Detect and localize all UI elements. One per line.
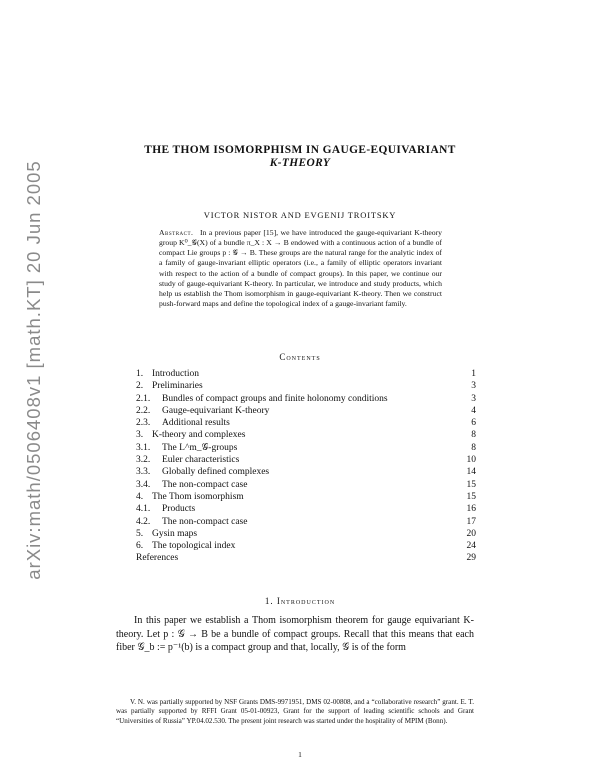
page-number: 1 [298,750,302,759]
toc-entry-number: 4.1. [136,504,151,515]
toc-entry-label [136,467,269,477]
toc-entry-page: 8 [471,442,476,453]
toc-entry-page: 29 [466,553,476,564]
title-line-2: K-THEORY [269,157,331,169]
toc-entry-title: Gysin maps [152,528,198,539]
toc-entry-label [136,529,197,539]
toc-entry-label [136,517,247,527]
toc-entry-page: 10 [466,455,476,466]
toc-entry-label [136,504,195,514]
toc-entry-page: 17 [466,516,476,527]
toc-entry[interactable] [136,516,476,528]
toc-entry-label [136,480,247,490]
toc-entry-title: References [136,553,179,564]
toc-entry-page: 15 [466,479,476,490]
toc-entry-number: 5. [136,528,144,539]
toc-entry[interactable] [136,540,476,552]
introduction-text [116,614,474,655]
toc-entry[interactable] [136,503,476,515]
contents-heading: Contents [279,352,321,362]
toc-entry-label [136,394,388,404]
toc-entry-page: 1 [471,369,476,379]
toc-entry-title: Globally defined complexes [162,467,270,478]
title-line-1: THE THOM ISOMORPHISM IN GAUGE-EQUIVARIANT [144,144,456,156]
toc-entry-title: K-theory and complexes [152,430,246,441]
toc-entry-number: 3.4. [136,479,151,490]
toc-entry-label [136,492,244,502]
abstract-text: In a previous paper [15], we have introduced the gauge-equivariant K-theory group K⁰_𝒢(X) of a bundle π_X : X → B endowed with a continuous action of a bundle of compact Lie groups p : 𝒢 → B. These groups are the natural range for the analytic index of a family of gauge-invariant elliptic operators (i.e., a family of elliptic operators invariant with respect to the action of a bundle of compact groups). In this paper, we continue our study of gauge-equivariant K-theory. In particular, we introduce and study products, which help us establish the Thom isomorphism in gauge-equivariant K-theory. Then we construct push-forward maps and define the topological index of a gauge-invariant family. [159,228,443,309]
toc-entry-label [136,455,239,465]
footnote [116,698,474,726]
toc-entry-label [136,541,235,551]
toc-entry-page: 8 [471,430,476,441]
toc-entry[interactable] [136,417,476,429]
toc-entry-title: Products [162,504,196,515]
toc-entry[interactable] [136,528,476,540]
toc-entry-number: 3.1. [136,442,151,453]
toc-entry-number: 3.2. [136,455,151,466]
authors: VICTOR NISTOR AND EVGENIJ TROITSKY [203,210,397,220]
toc-entry-label [136,369,199,379]
toc-entry-title: The topological index [152,541,236,552]
toc-entry-title: The L^m_𝒢-groups [162,442,238,453]
toc-entry-title: Bundles of compact groups and finite holonomy conditions [162,393,388,404]
toc-entry[interactable] [136,405,476,417]
toc-entry-title: Euler characteristics [162,455,240,466]
toc-entry[interactable] [136,393,476,405]
toc-entry-number: 4.2. [136,516,151,527]
toc-entry[interactable] [136,429,476,441]
toc-entry-number: 1. [136,369,144,379]
toc-entry-label [136,553,178,563]
toc-entry-number: 6. [136,541,144,552]
table-of-contents [136,368,476,565]
toc-entry-page: 16 [466,504,476,515]
toc-entry-page: 4 [471,405,476,416]
toc-entry[interactable] [136,368,476,380]
toc-entry-title: The Thom isomorphism [152,491,244,502]
section-heading: 1. Introduction [264,596,336,606]
toc-entry-page: 3 [471,381,476,392]
footnote-text: V. N. was partially supported by NSF Grants DMS-9971951, DMS 02-00808, and a “collaborative research” grant. E. T. was partially supported by RFFI Grant 05-01-00923, Grant for the support of leading scientific schools and Grant “Universities of Russia” YP.04.02.530. The present joint research was started under the hospitality of MPIM (Bonn). [116,698,474,725]
abstract [159,228,442,309]
toc-entry[interactable] [136,491,476,503]
toc-entry-number: 3. [136,430,144,441]
toc-entry-label [136,430,245,440]
toc-entry[interactable] [136,466,476,478]
intro-paragraph: In this paper we establish a Thom isomorphism theorem for gauge equivariant K-theory. Let p : 𝒢 → B be a bundle of compact groups. Recall that this means that each fiber 𝒢_b := p⁻¹(b) is a compact group and that, locally, 𝒢 is of the form [116,615,474,654]
toc-entry-number: 4. [136,491,144,502]
toc-entry-title: The non-compact case [162,479,248,490]
toc-entry-number: 2.3. [136,418,151,429]
toc-entry-label [136,406,269,416]
toc-entry-number: 3.3. [136,467,151,478]
toc-entry-title: Gauge-equivariant K-theory [162,405,270,416]
toc-entry-page: 24 [466,541,476,552]
toc-entry-title: Additional results [162,418,230,429]
toc-entry-page: 6 [471,418,476,429]
toc-entry-label [136,381,203,391]
toc-entry-title: Introduction [152,369,199,379]
toc-entry-title: Preliminaries [152,381,203,392]
abstract-label: Abstract. [159,228,194,237]
toc-entry[interactable] [136,454,476,466]
toc-entry[interactable] [136,552,476,564]
toc-entry-number: 2. [136,381,144,392]
toc-entry-label [136,418,230,428]
paper-title [100,144,500,170]
toc-entry-label [136,443,237,453]
toc-entry[interactable] [136,442,476,454]
toc-entry-page: 20 [466,528,476,539]
toc-entry-title: The non-compact case [162,516,248,527]
toc-entry-page: 14 [466,467,476,478]
toc-entry-page: 15 [466,491,476,502]
toc-entry-page: 3 [471,393,476,404]
toc-entry-number: 2.1. [136,393,151,404]
toc-entry[interactable] [136,479,476,491]
arxiv-stamp-text: arXiv:math/0506408v1 [math.KT] 20 Jun 2005 [23,160,44,580]
toc-entry[interactable] [136,380,476,392]
toc-entry-number: 2.2. [136,405,151,416]
